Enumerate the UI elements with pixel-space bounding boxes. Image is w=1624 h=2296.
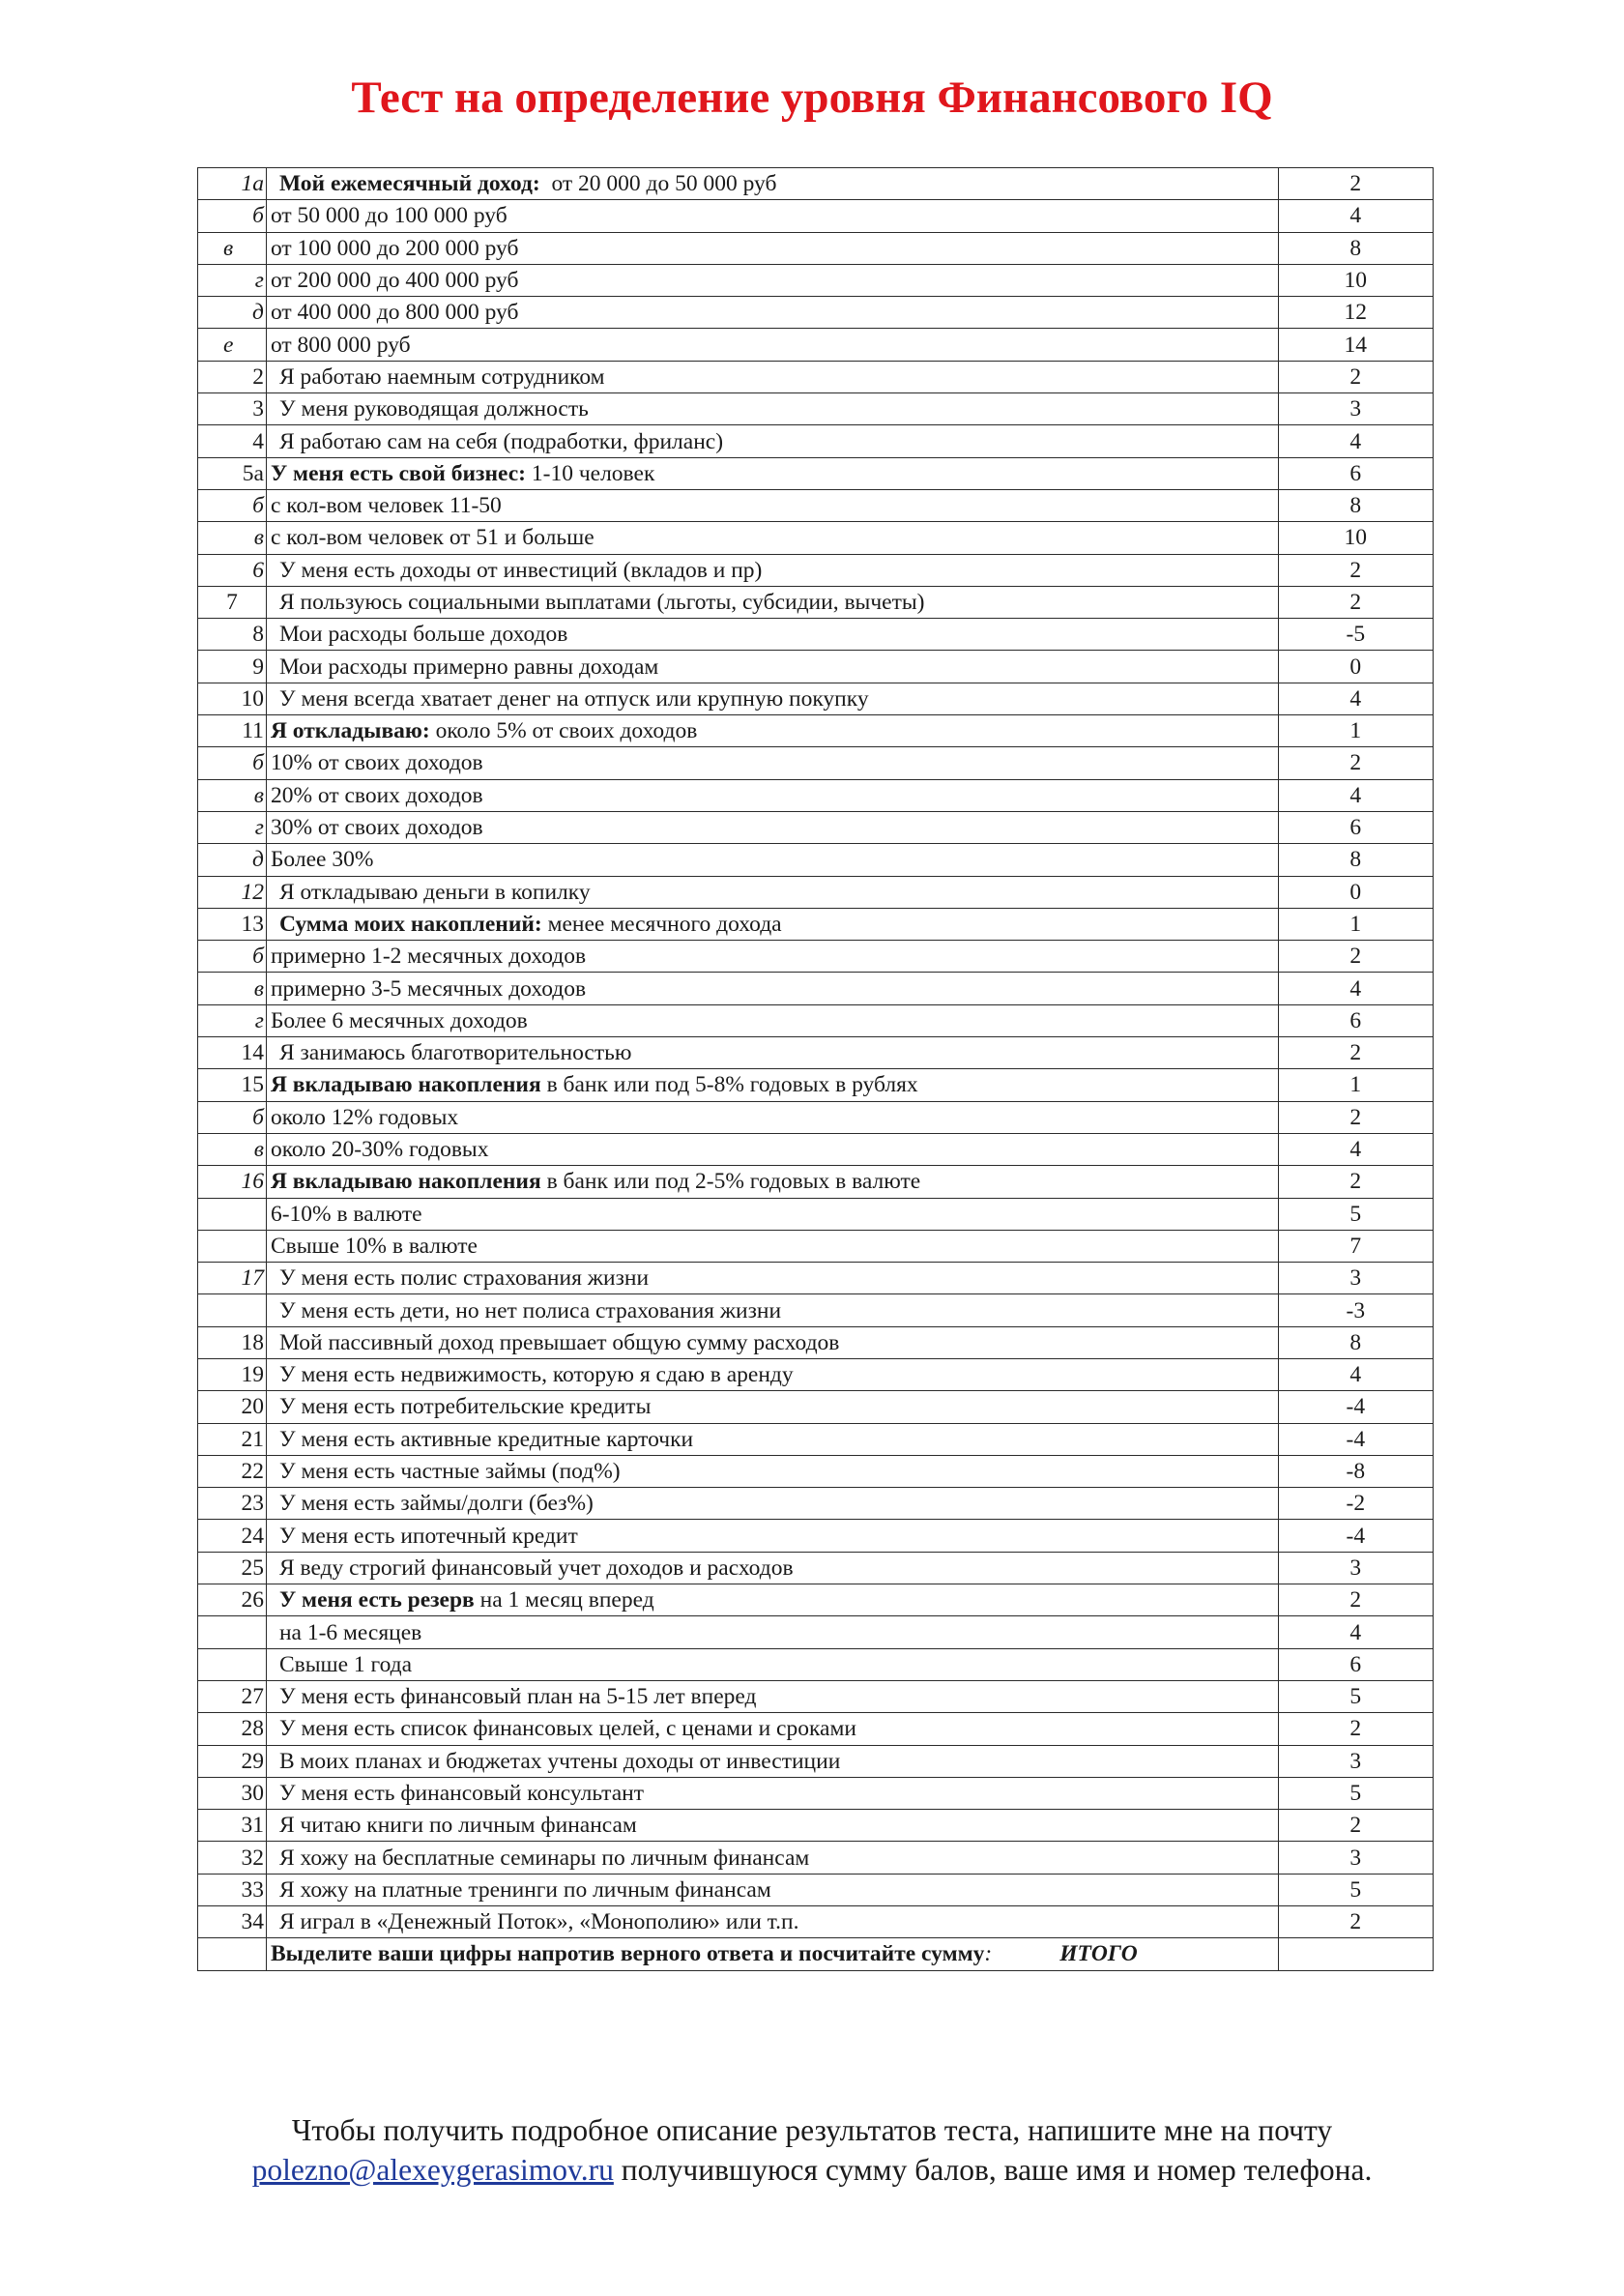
- question-text: У меня есть список финансовых целей, с ценами и сроками: [278, 1716, 856, 1742]
- answer-score[interactable]: -4: [1278, 1520, 1433, 1552]
- question-number: 1а: [198, 168, 267, 200]
- question-number: 24: [198, 1520, 267, 1552]
- question-number: 7: [198, 586, 267, 618]
- question-text-cell: [266, 1906, 1278, 1938]
- question-text-cell: [266, 1101, 1278, 1133]
- question-number: 5а: [198, 457, 267, 489]
- table-row[interactable]: [198, 1069, 1434, 1101]
- question-text: 30% от своих доходов: [270, 815, 483, 841]
- answer-score[interactable]: 4: [1278, 1616, 1433, 1648]
- question-text: от 200 000 до 400 000 руб: [270, 268, 519, 294]
- table-row[interactable]: [198, 1455, 1434, 1487]
- question-number: 13: [198, 908, 267, 940]
- answer-score[interactable]: 1: [1278, 1069, 1433, 1101]
- answer-score[interactable]: 2: [1278, 1037, 1433, 1069]
- question-bold-text: Я вкладываю накопления: [270, 1169, 541, 1195]
- total-colon: :: [984, 1941, 993, 1967]
- question-text-cell: [266, 1552, 1278, 1584]
- question-text: Я откладываю деньги в копилку: [278, 879, 591, 905]
- question-text: Я работаю сам на себя (подработки, фриланс): [278, 428, 724, 454]
- answer-score[interactable]: 3: [1278, 1745, 1433, 1777]
- table-row[interactable]: [198, 297, 1434, 329]
- question-number: б: [198, 941, 267, 973]
- question-text: У меня есть частные займы (под%): [278, 1459, 621, 1485]
- question-text-cell: [266, 1391, 1278, 1423]
- answer-score[interactable]: -5: [1278, 619, 1433, 651]
- question-text: от 20 000 до 50 000 руб: [539, 171, 777, 197]
- answer-score[interactable]: 6: [1278, 457, 1433, 489]
- answer-score[interactable]: 5: [1278, 1680, 1433, 1712]
- table-row[interactable]: [198, 425, 1434, 457]
- question-number: 9: [198, 651, 267, 683]
- table-row[interactable]: [198, 908, 1434, 940]
- question-number: в: [198, 973, 267, 1004]
- table-row[interactable]: [198, 1294, 1434, 1326]
- answer-score[interactable]: 10: [1278, 264, 1433, 296]
- question-number: 18: [198, 1326, 267, 1358]
- answer-score[interactable]: 1: [1278, 715, 1433, 747]
- table-row[interactable]: [198, 586, 1434, 618]
- question-number: 32: [198, 1842, 267, 1874]
- question-text: от 400 000 до 800 000 руб: [270, 300, 519, 326]
- question-text: с кол-вом человек 11-50: [270, 493, 502, 519]
- question-number: 14: [198, 1037, 267, 1069]
- answer-score[interactable]: 4: [1278, 973, 1433, 1004]
- question-number: [198, 1198, 267, 1230]
- question-text-cell: [266, 1166, 1278, 1198]
- question-number: 29: [198, 1745, 267, 1777]
- question-number: г: [198, 811, 267, 843]
- answer-score[interactable]: 8: [1278, 1326, 1433, 1358]
- question-number: д: [198, 297, 267, 329]
- question-number: в: [198, 232, 267, 264]
- question-text: на 1-6 месяцев: [278, 1619, 422, 1645]
- question-text: примерно 1-2 месячных доходов: [270, 944, 587, 970]
- question-number: 3: [198, 393, 267, 425]
- question-text-cell: [266, 779, 1278, 811]
- answer-score[interactable]: 10: [1278, 522, 1433, 554]
- answer-score[interactable]: 8: [1278, 844, 1433, 876]
- question-number: [198, 1230, 267, 1262]
- table-row[interactable]: [198, 1166, 1434, 1198]
- table-row[interactable]: [198, 941, 1434, 973]
- question-text: в банк или под 5-8% годовых в рублях: [540, 1072, 918, 1098]
- question-bold-text: Я вкладываю накопления: [270, 1072, 541, 1098]
- question-text-cell: [266, 297, 1278, 329]
- question-number: 16: [198, 1166, 267, 1198]
- answer-score[interactable]: 2: [1278, 1906, 1433, 1938]
- answer-score[interactable]: 2: [1278, 586, 1433, 618]
- table-row[interactable]: [198, 200, 1434, 232]
- question-bold-text: У меня есть резерв: [278, 1587, 475, 1613]
- question-number: 26: [198, 1584, 267, 1616]
- question-text-cell: [266, 1680, 1278, 1712]
- question-number: [198, 1616, 267, 1648]
- answer-score[interactable]: 6: [1278, 1004, 1433, 1036]
- question-text-cell: [266, 1294, 1278, 1326]
- table-row[interactable]: [198, 1004, 1434, 1036]
- answer-score[interactable]: 3: [1278, 393, 1433, 425]
- total-row: [198, 1938, 1434, 1970]
- table-row[interactable]: [198, 1713, 1434, 1745]
- table-row[interactable]: [198, 1520, 1434, 1552]
- question-number: 22: [198, 1455, 267, 1487]
- question-text-cell: [266, 1648, 1278, 1680]
- question-text-cell: [266, 1455, 1278, 1487]
- question-text-cell: [266, 1810, 1278, 1842]
- table-row[interactable]: [198, 1552, 1434, 1584]
- question-text-cell: [266, 168, 1278, 200]
- question-number: 25: [198, 1552, 267, 1584]
- question-text: У меня есть активные кредитные карточки: [278, 1426, 694, 1452]
- page-title: Тест на определение уровня Финансового IQ: [351, 73, 1273, 123]
- question-number: в: [198, 1133, 267, 1165]
- question-text-cell: [266, 522, 1278, 554]
- question-number: 2: [198, 361, 267, 392]
- question-bold-text: Я откладываю:: [270, 718, 430, 744]
- question-text-cell: [266, 1069, 1278, 1101]
- table-row[interactable]: [198, 1616, 1434, 1648]
- answer-score[interactable]: 1: [1278, 908, 1433, 940]
- total-label: ИТОГО: [1059, 1941, 1138, 1967]
- answer-score[interactable]: 4: [1278, 683, 1433, 714]
- table-row[interactable]: [198, 1423, 1434, 1455]
- question-text: Мои расходы больше доходов: [278, 622, 568, 648]
- question-text-cell: [266, 747, 1278, 779]
- question-text: на 1 месяц вперед: [474, 1587, 654, 1613]
- answer-score[interactable]: 6: [1278, 1648, 1433, 1680]
- question-text-cell: [266, 329, 1278, 361]
- answer-score[interactable]: 2: [1278, 361, 1433, 392]
- question-text: Я играл в «Денежный Поток», «Монополию» или т.п.: [278, 1909, 799, 1935]
- question-number: д: [198, 844, 267, 876]
- question-text-cell: [266, 1004, 1278, 1036]
- question-text-cell: [266, 1423, 1278, 1455]
- question-text-cell: [266, 425, 1278, 457]
- table-row[interactable]: [198, 1648, 1434, 1680]
- table-row[interactable]: [198, 811, 1434, 843]
- question-bold-text: Сумма моих накоплений:: [278, 911, 542, 937]
- question-text: с кол-вом человек от 51 и больше: [270, 525, 594, 551]
- question-text: У меня всегда хватает денег на отпуск или крупную покупку: [278, 685, 869, 712]
- question-number: 8: [198, 619, 267, 651]
- question-text: У меня есть полис страхования жизни: [278, 1265, 650, 1292]
- question-text-cell: [266, 1037, 1278, 1069]
- quiz-table-body: [198, 168, 1434, 1938]
- table-row[interactable]: [198, 683, 1434, 714]
- question-text-cell: [266, 232, 1278, 264]
- answer-score[interactable]: 4: [1278, 425, 1433, 457]
- table-row[interactable]: [198, 554, 1434, 586]
- question-text: 20% от своих доходов: [270, 782, 483, 808]
- question-number: 23: [198, 1488, 267, 1520]
- answer-score[interactable]: 4: [1278, 200, 1433, 232]
- question-text: У меня есть дети, но нет полиса страхования жизни: [278, 1297, 782, 1323]
- question-text: У меня есть финансовый консультант: [278, 1780, 644, 1806]
- question-text-cell: [266, 683, 1278, 714]
- question-text: от 800 000 руб: [270, 332, 411, 358]
- answer-score[interactable]: 2: [1278, 1166, 1433, 1198]
- question-text-cell: [266, 844, 1278, 876]
- question-text-cell: [266, 1584, 1278, 1616]
- question-text: менее месячного дохода: [541, 911, 782, 937]
- question-text: Я занимаюсь благотворительностью: [278, 1040, 632, 1066]
- table-row[interactable]: [198, 1584, 1434, 1616]
- question-text-cell: [266, 1874, 1278, 1905]
- question-text-cell: [266, 361, 1278, 392]
- answer-score[interactable]: 5: [1278, 1874, 1433, 1905]
- table-row[interactable]: [198, 1680, 1434, 1712]
- table-row[interactable]: [198, 457, 1434, 489]
- question-text-cell: [266, 1616, 1278, 1648]
- table-row[interactable]: [198, 522, 1434, 554]
- answer-score[interactable]: -8: [1278, 1455, 1433, 1487]
- answer-score[interactable]: 3: [1278, 1552, 1433, 1584]
- question-number: [198, 1648, 267, 1680]
- question-text: Мои расходы примерно равны доходам: [278, 654, 659, 680]
- answer-score[interactable]: 0: [1278, 876, 1433, 908]
- table-row[interactable]: [198, 393, 1434, 425]
- question-text-cell: [266, 1745, 1278, 1777]
- table-row[interactable]: [198, 876, 1434, 908]
- question-text: У меня есть займы/долги (без%): [278, 1491, 594, 1517]
- question-text-cell: [266, 1777, 1278, 1809]
- question-text: 1-10 человек: [526, 460, 655, 486]
- question-text-cell: [266, 619, 1278, 651]
- table-row[interactable]: [198, 1263, 1434, 1294]
- question-number: б: [198, 747, 267, 779]
- answer-score[interactable]: 2: [1278, 1810, 1433, 1842]
- answer-score[interactable]: 8: [1278, 232, 1433, 264]
- question-text: У меня есть доходы от инвестиций (вкладов и пр): [278, 557, 763, 583]
- quiz-table: [197, 167, 1434, 1971]
- question-bold-text: Мой ежемесячный доход:: [278, 171, 540, 197]
- question-text: Свыше 1 года: [278, 1651, 413, 1677]
- table-row[interactable]: [198, 264, 1434, 296]
- question-number: 20: [198, 1391, 267, 1423]
- question-number: б: [198, 489, 267, 521]
- footer-line-2-text: получившуюся сумму балов, ваше имя и номер телефона.: [613, 2153, 1373, 2187]
- question-number: [198, 1294, 267, 1326]
- total-instruction: Выделите ваши цифры напротив верного ответа и посчитайте сумму: [270, 1941, 985, 1967]
- question-text-cell: [266, 264, 1278, 296]
- answer-score[interactable]: 3: [1278, 1842, 1433, 1874]
- footer-line-1: Чтобы получить подробное описание результатов теста, напишите мне на почту: [291, 2113, 1333, 2147]
- question-text: У меня есть ипотечный кредит: [278, 1523, 578, 1549]
- question-text: Я пользуюсь социальными выплатами (льготы, субсидии, вычеты): [278, 590, 925, 615]
- answer-score[interactable]: 2: [1278, 747, 1433, 779]
- question-text-cell: [266, 489, 1278, 521]
- answer-score[interactable]: 2: [1278, 168, 1433, 200]
- email-link[interactable]: polezno@alexeygerasimov.ru: [251, 2153, 614, 2187]
- table-row[interactable]: [198, 1133, 1434, 1165]
- question-text-cell: [266, 1520, 1278, 1552]
- question-number: 30: [198, 1777, 267, 1809]
- question-text-cell: [266, 1488, 1278, 1520]
- table-row[interactable]: [198, 1842, 1434, 1874]
- answer-score[interactable]: 4: [1278, 779, 1433, 811]
- answer-score[interactable]: 5: [1278, 1198, 1433, 1230]
- footer-line-2: [0, 2150, 1624, 2190]
- question-text-cell: [266, 651, 1278, 683]
- question-number: 21: [198, 1423, 267, 1455]
- question-text-cell: [266, 715, 1278, 747]
- question-number: 28: [198, 1713, 267, 1745]
- table-row[interactable]: [198, 361, 1434, 392]
- question-number: в: [198, 779, 267, 811]
- question-text: около 5% от своих доходов: [429, 718, 698, 744]
- question-number: 10: [198, 683, 267, 714]
- question-number: г: [198, 1004, 267, 1036]
- question-text: Свыше 10% в валюте: [270, 1233, 478, 1259]
- table-row[interactable]: [198, 1198, 1434, 1230]
- table-row[interactable]: [198, 489, 1434, 521]
- answer-score[interactable]: 4: [1278, 1358, 1433, 1390]
- question-text: Я хожу на бесплатные семинары по личным финансам: [278, 1845, 810, 1871]
- question-text: 6-10% в валюте: [270, 1201, 422, 1227]
- question-text: Я веду строгий финансовый учет доходов и расходов: [278, 1555, 794, 1581]
- question-text: У меня есть недвижимость, которую я сдаю в аренду: [278, 1362, 794, 1388]
- table-row[interactable]: [198, 1810, 1434, 1842]
- answer-score[interactable]: -4: [1278, 1423, 1433, 1455]
- question-number: б: [198, 1101, 267, 1133]
- answer-score[interactable]: 3: [1278, 1263, 1433, 1294]
- question-text: от 50 000 до 100 000 руб: [270, 203, 508, 229]
- question-number: 27: [198, 1680, 267, 1712]
- table-row[interactable]: [198, 1777, 1434, 1809]
- table-row[interactable]: [198, 747, 1434, 779]
- answer-score[interactable]: 0: [1278, 651, 1433, 683]
- question-number: в: [198, 522, 267, 554]
- table-row[interactable]: [198, 329, 1434, 361]
- question-text: У меня руководящая должность: [278, 396, 589, 422]
- question-number: 34: [198, 1906, 267, 1938]
- question-text: Я работаю наемным сотрудником: [278, 363, 605, 390]
- total-num-cell: [198, 1938, 267, 1970]
- question-text-cell: [266, 1713, 1278, 1745]
- question-text: 10% от своих доходов: [270, 750, 483, 776]
- answer-score[interactable]: 14: [1278, 329, 1433, 361]
- answer-score[interactable]: -4: [1278, 1391, 1433, 1423]
- table-row[interactable]: [198, 651, 1434, 683]
- total-score-cell[interactable]: [1278, 1938, 1433, 1970]
- question-text-cell: [266, 1842, 1278, 1874]
- answer-score[interactable]: 2: [1278, 554, 1433, 586]
- question-text-cell: [266, 1358, 1278, 1390]
- question-text: Мой пассивный доход превышает общую сумму расходов: [278, 1329, 840, 1355]
- question-number: 6: [198, 554, 267, 586]
- table-row[interactable]: [198, 779, 1434, 811]
- answer-score[interactable]: 6: [1278, 811, 1433, 843]
- question-text-cell: [266, 1263, 1278, 1294]
- answer-score[interactable]: -3: [1278, 1294, 1433, 1326]
- question-number: г: [198, 264, 267, 296]
- table-row[interactable]: [198, 168, 1434, 200]
- question-text: в банк или под 2-5% годовых в валюте: [540, 1169, 921, 1195]
- table-row[interactable]: [198, 1230, 1434, 1262]
- answer-score[interactable]: -2: [1278, 1488, 1433, 1520]
- question-text: Более 6 месячных доходов: [270, 1007, 528, 1033]
- answer-score[interactable]: 12: [1278, 297, 1433, 329]
- question-text: Я читаю книги по личным финансам: [278, 1813, 637, 1839]
- answer-score[interactable]: 2: [1278, 1584, 1433, 1616]
- table-row[interactable]: [198, 844, 1434, 876]
- answer-score[interactable]: 7: [1278, 1230, 1433, 1262]
- question-text-cell: [266, 876, 1278, 908]
- question-text-cell: [266, 393, 1278, 425]
- question-text-cell: [266, 941, 1278, 973]
- question-text-cell: [266, 1133, 1278, 1165]
- table-row[interactable]: [198, 715, 1434, 747]
- question-text-cell: [266, 554, 1278, 586]
- question-number: 19: [198, 1358, 267, 1390]
- question-text-cell: [266, 586, 1278, 618]
- question-text-cell: [266, 908, 1278, 940]
- table-row[interactable]: [198, 1391, 1434, 1423]
- table-row[interactable]: [198, 232, 1434, 264]
- question-text: В моих планах и бюджетах учтены доходы от инвестиции: [278, 1748, 841, 1774]
- answer-score[interactable]: 2: [1278, 1713, 1433, 1745]
- question-text: У меня есть финансовый план на 5-15 лет вперед: [278, 1684, 757, 1710]
- question-text-cell: [266, 973, 1278, 1004]
- question-text: Я хожу на платные тренинги по личным финансам: [278, 1876, 771, 1903]
- question-text: У меня есть потребительские кредиты: [278, 1394, 652, 1420]
- question-text-cell: [266, 200, 1278, 232]
- question-number: 4: [198, 425, 267, 457]
- answer-score[interactable]: 5: [1278, 1777, 1433, 1809]
- question-number: 33: [198, 1874, 267, 1905]
- table-row[interactable]: [198, 619, 1434, 651]
- answer-score[interactable]: 2: [1278, 1101, 1433, 1133]
- question-number: 31: [198, 1810, 267, 1842]
- question-number: 12: [198, 876, 267, 908]
- question-number: 17: [198, 1263, 267, 1294]
- question-bold-text: У меня есть свой бизнес:: [270, 460, 526, 486]
- table-row[interactable]: [198, 1488, 1434, 1520]
- question-text: от 100 000 до 200 000 руб: [270, 235, 519, 261]
- table-row[interactable]: [198, 1906, 1434, 1938]
- question-text-cell: [266, 457, 1278, 489]
- question-number: е: [198, 329, 267, 361]
- table-row[interactable]: [198, 1358, 1434, 1390]
- table-row[interactable]: [198, 1745, 1434, 1777]
- answer-score[interactable]: 4: [1278, 1133, 1433, 1165]
- table-row[interactable]: [198, 1037, 1434, 1069]
- question-text: около 20-30% годовых: [270, 1137, 489, 1163]
- table-row[interactable]: [198, 1874, 1434, 1905]
- question-text: около 12% годовых: [270, 1104, 459, 1130]
- table-row[interactable]: [198, 1101, 1434, 1133]
- question-number: 11: [198, 715, 267, 747]
- question-number: 15: [198, 1069, 267, 1101]
- question-text: Более 30%: [270, 847, 374, 873]
- table-row[interactable]: [198, 973, 1434, 1004]
- table-row[interactable]: [198, 1326, 1434, 1358]
- answer-score[interactable]: 2: [1278, 941, 1433, 973]
- footer-note: [0, 2110, 1624, 2190]
- question-text-cell: [266, 811, 1278, 843]
- total-instruction-cell: [266, 1938, 1278, 1970]
- question-text: примерно 3-5 месячных доходов: [270, 975, 587, 1002]
- question-text-cell: [266, 1326, 1278, 1358]
- question-number: б: [198, 200, 267, 232]
- answer-score[interactable]: 8: [1278, 489, 1433, 521]
- question-text-cell: [266, 1198, 1278, 1230]
- question-text-cell: [266, 1230, 1278, 1262]
